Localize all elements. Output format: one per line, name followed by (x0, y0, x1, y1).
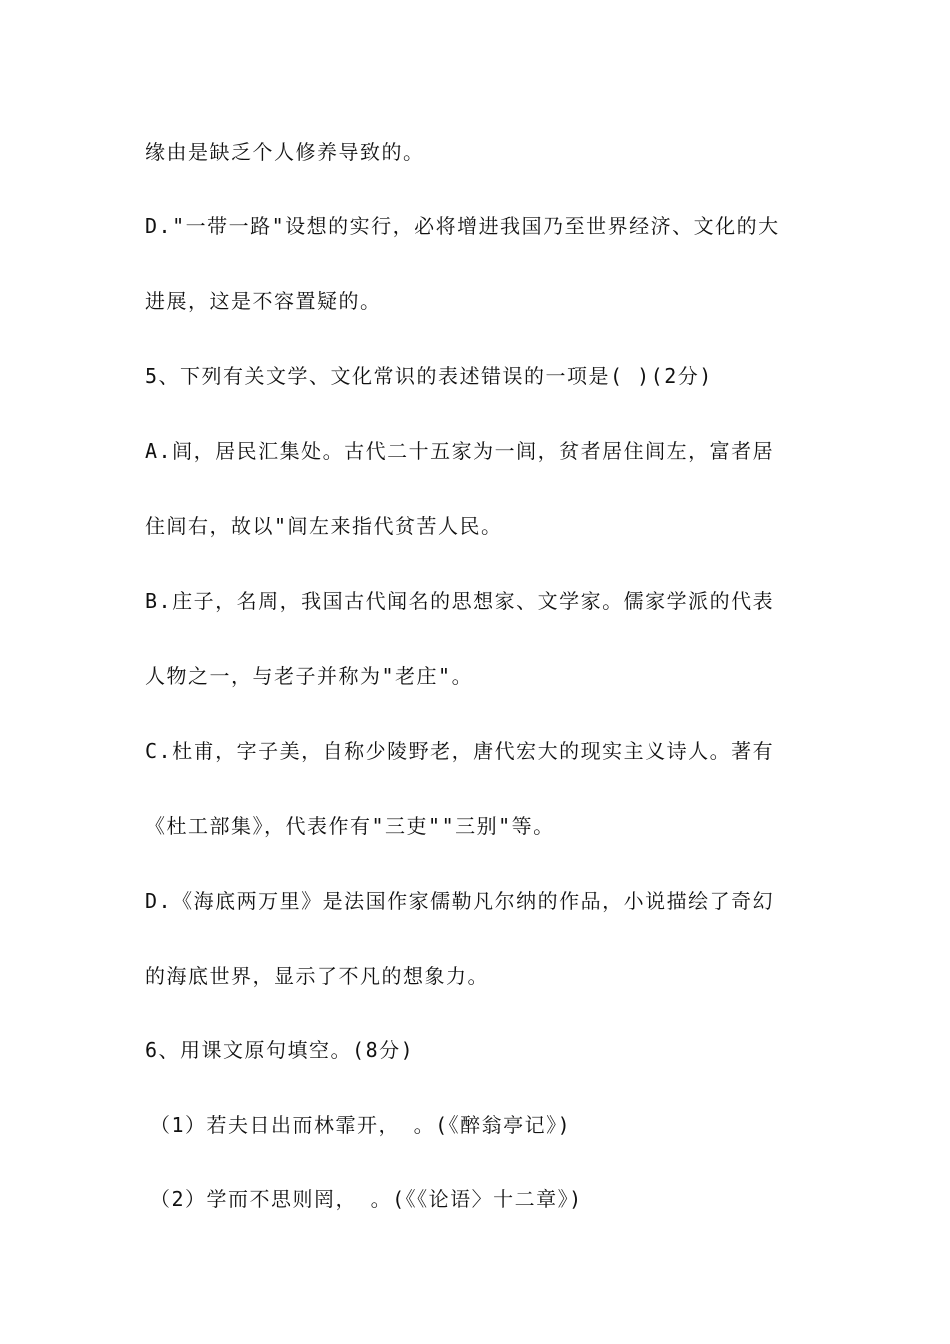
question-5-option-c-line-2: 《杜工部集》，代表作有"三吏""三别"等。 (145, 814, 555, 838)
question-5-stem: 5、下列有关文学、文化常识的表述错误的一项是( )(2分) (145, 364, 713, 388)
question-5-option-b-line-2: 人物之一，与老子并称为"老庄"。 (145, 664, 474, 688)
question-5-option-b-line-1: B.庄子，名周，我国古代闻名的思想家、文学家。儒家学派的代表 (145, 589, 775, 613)
text-line-continuation: 缘由是缺乏个人修养导致的。 (145, 140, 425, 164)
question-5-option-c-line-1: C.杜甫，字子美，自称少陵野老，唐代宏大的现实主义诗人。著有 (145, 739, 775, 763)
question-5-option-a-line-2: 住闾右，故以"闾左来指代贫苦人民。 (145, 514, 503, 538)
question-6-item-2: （2）学而不思则罔， 。(《《论语〉十二章》) (150, 1187, 583, 1211)
question-5-option-d-line-2: 的海底世界，显示了不凡的想象力。 (145, 964, 489, 988)
question-6-stem: 6、用课文原句填空。(8分) (145, 1038, 415, 1062)
question-5-option-a-line-1: A.闾，居民汇集处。古代二十五家为一闾，贫者居住闾左，富者居 (145, 439, 775, 463)
question-6-item-1: （1）若夫日出而林霏开， 。(《醉翁亭记》) (150, 1113, 572, 1137)
option-d-line-2: 进展，这是不容置疑的。 (145, 289, 382, 313)
option-d-line-1: D."一带一路"设想的实行，必将增进我国乃至世界经济、文化的大 (145, 214, 780, 238)
question-5-option-d-line-1: D.《海底两万里》是法国作家儒勒凡尔纳的作品，小说描绘了奇幻 (145, 889, 775, 913)
